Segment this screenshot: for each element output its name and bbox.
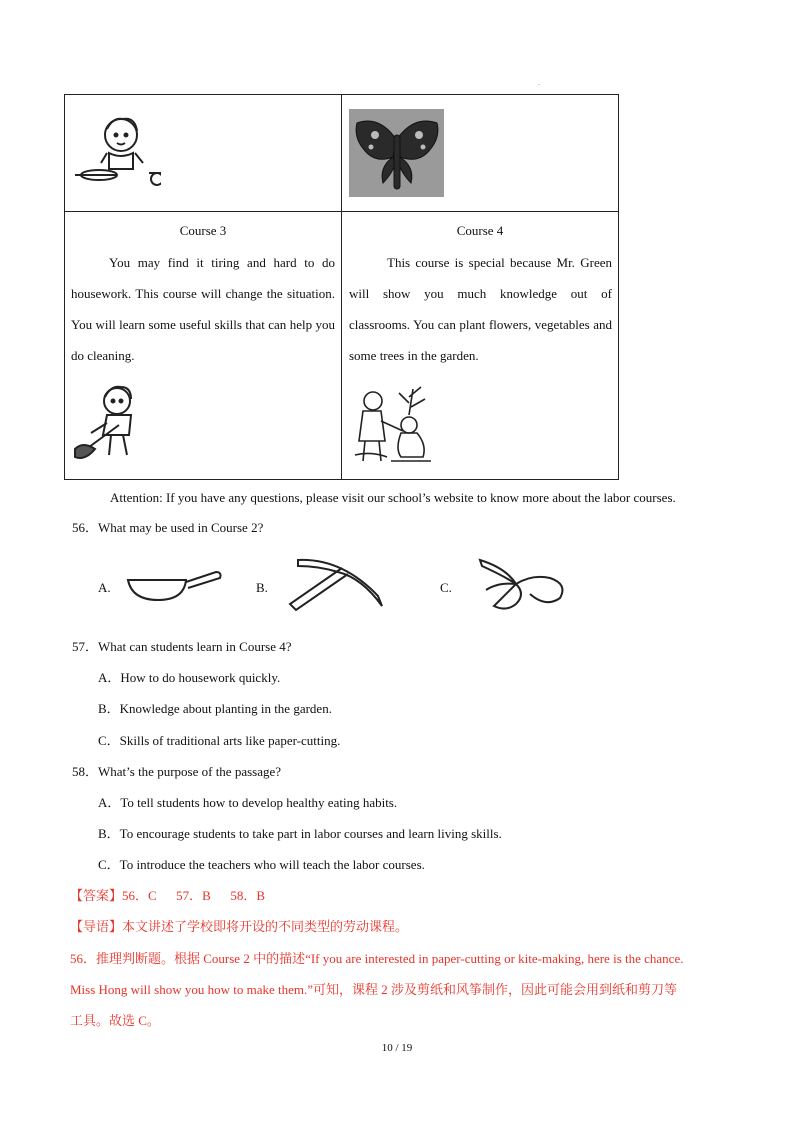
pickaxe-icon[interactable] — [282, 556, 388, 612]
guide-tag: 【导语】 — [70, 919, 123, 934]
q58-option-a[interactable]: A．To tell students how to develop healthy eating habits. — [98, 795, 398, 810]
question-57-stem: 57．What can students learn in Course 4? — [72, 639, 292, 654]
q57-option-c[interactable]: C．Skills of traditional arts like paper-cutting. — [98, 733, 341, 748]
table-divider-horizontal — [65, 211, 618, 212]
page-number: 10 / 19 — [381, 1042, 413, 1054]
course4-text: This course is special because Mr. Green will show you much knowledge out of classrooms. You can plant flowers, vegetables and some trees in the garden. — [349, 255, 612, 363]
explanation-line-2: Miss Hong will show you how to make them.”可知，课程 2 涉及剪纸和风筝制作，因此可能会用到纸和剪刀等 — [70, 982, 678, 997]
frying-pan-icon[interactable] — [124, 566, 224, 606]
guide-line — [70, 916, 408, 935]
explanation-line-1: 56．推理判断题。根据 Course 2 中的描述“If you are interested in paper-cutting or kite-making, here is the chance. — [70, 951, 684, 966]
answer-text: 56．C 57．B 58．B — [122, 888, 266, 903]
scan-dot: . — [538, 78, 540, 87]
boy-cooking-icon — [71, 113, 161, 191]
q57-option-a[interactable]: A．How to do housework quickly. — [98, 670, 281, 685]
boy-sweeping-icon — [73, 383, 153, 463]
q58-option-c[interactable]: C．To introduce the teachers who will teach the labor courses. — [98, 857, 425, 872]
course4-title: Course 4 — [456, 223, 504, 238]
butterfly-icon — [349, 109, 444, 197]
attention-note: Attention: If you have any questions, please visit our school’s website to know more about the labor courses. — [110, 490, 676, 505]
course3-title: Course 3 — [179, 223, 227, 238]
q56-option-c-label[interactable]: C. — [440, 580, 452, 595]
q57-option-b[interactable]: B．Knowledge about planting in the garden. — [98, 701, 332, 716]
gardener-icon — [351, 385, 436, 465]
answer-tag: 【答案】 — [70, 888, 123, 903]
explanation-line-3: 工具。故选 C。 — [70, 1013, 160, 1028]
table-divider-vertical — [341, 95, 342, 479]
scissors-icon[interactable] — [476, 554, 568, 614]
course3-text: You may find it tiring and hard to do housework. This course will change the situation. You will learn some useful skills that can help you do cleaning. — [71, 255, 335, 363]
courses-table — [64, 94, 619, 480]
q58-option-b[interactable]: B．To encourage students to take part in labor courses and learn living skills. — [98, 826, 502, 841]
answer-line — [70, 885, 265, 904]
question-56-stem: 56．What may be used in Course 2? — [72, 520, 264, 535]
guide-text: 本文讲述了学校即将开设的不同类型的劳动课程。 — [122, 919, 409, 934]
q56-option-b-label[interactable]: B. — [256, 580, 268, 595]
question-58-stem: 58．What’s the purpose of the passage? — [72, 764, 282, 779]
q56-option-a-label[interactable]: A. — [98, 580, 111, 595]
